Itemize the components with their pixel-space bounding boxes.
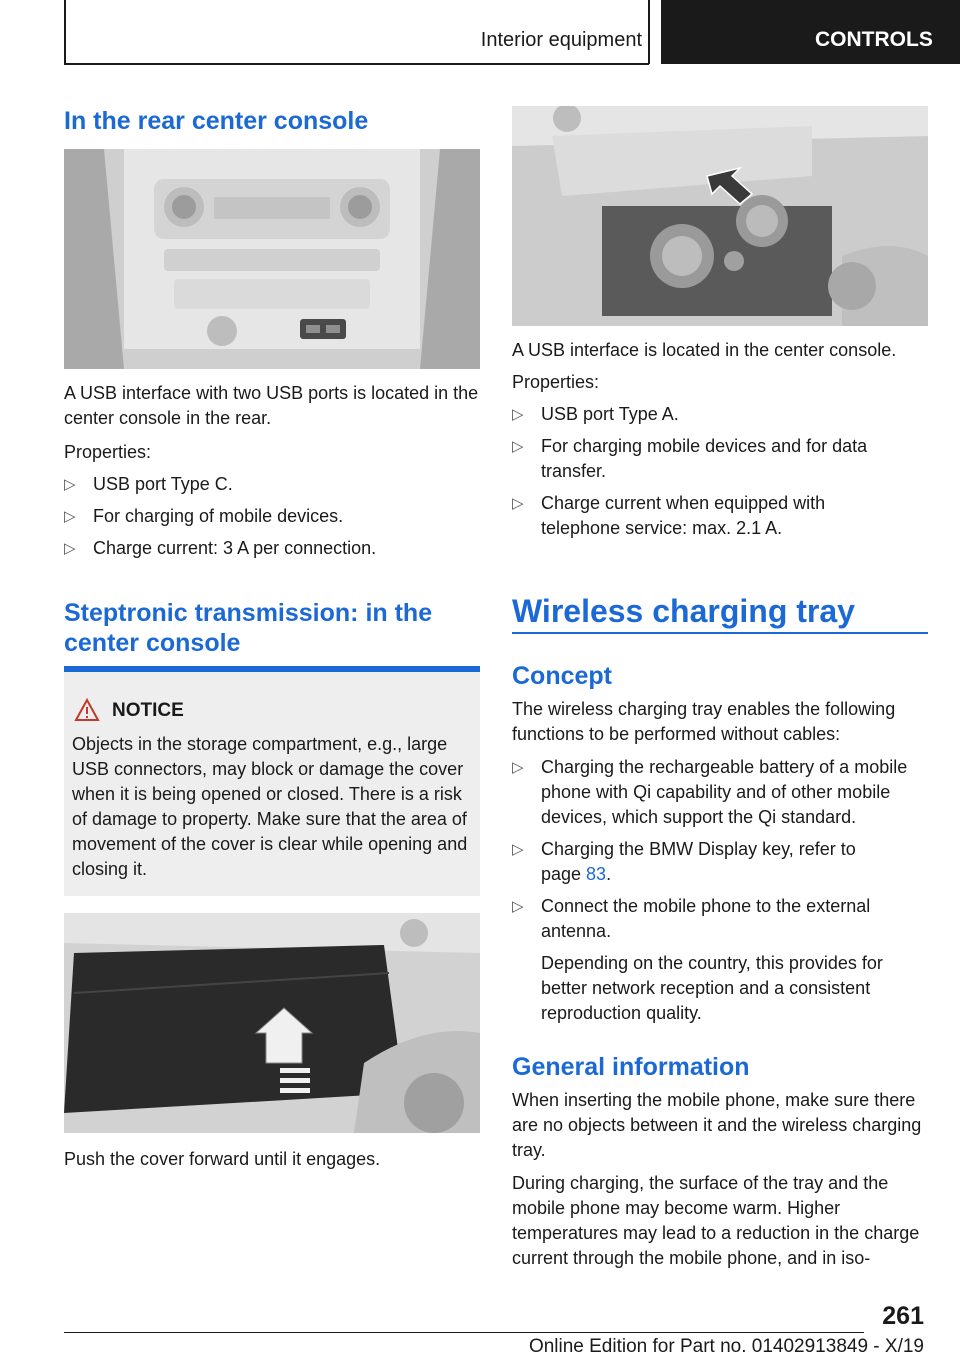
page-reference-link[interactable]: 83 <box>586 864 607 884</box>
header-chapter-tab: CONTROLS <box>661 0 960 64</box>
list-item: ▷ USB port Type A. <box>512 402 928 427</box>
concept-sub-paragraph: Depending on the country, this provides for better network reception and a consistent reproduction quality. <box>541 953 883 1023</box>
header-bottom-rule <box>64 63 649 65</box>
list-item: ▷ For charging mobile devices and for data transfer. <box>512 436 868 481</box>
triangle-bullet-icon: ▷ <box>512 495 524 512</box>
heading-steptronic: Steptronic transmission: in the center console <box>64 599 433 657</box>
triangle-bullet-icon: ▷ <box>512 898 524 915</box>
list-item: ▷ Charging the BMW Display key, refer to page 83. <box>512 839 856 884</box>
list-item: ▷ For charging of mobile devices. <box>64 504 480 529</box>
general-paragraph-1: When inserting the mobile phone, make sure there are no objects between it and the wireless charging tray. <box>512 1090 922 1160</box>
rear-properties-list <box>64 472 480 561</box>
list-item: ▷ Charge current: 3 A per connection. <box>64 536 480 561</box>
notice-text: Objects in the storage compartment, e.g., large USB connectors, may block or damage the cover when it is being opened or closed. There is a risk of damage to property. Make sure that the area of movement of the cover is clear while opening and closing it. <box>72 734 468 879</box>
triangle-bullet-icon: ▷ <box>64 540 76 557</box>
list-item: ▷ Charging the rechargeable battery of a mobile phone with Qi capability and of other mobile devices, which support the Qi standard. <box>512 757 908 827</box>
triangle-bullet-icon: ▷ <box>512 759 524 776</box>
rear-console-description: A USB interface with two USB ports is located in the center console in the rear. <box>64 383 479 428</box>
notice-title: NOTICE <box>112 700 184 721</box>
list-item: ▷ Charge current when equipped with telephone service: max. 2.1 A. <box>512 493 826 538</box>
concept-intro: The wireless charging tray enables the following functions to be performed without cables: <box>512 699 896 744</box>
list-item: ▷ Connect the mobile phone to the external antenna. <box>512 896 871 941</box>
list-item: ▷ USB port Type C. <box>64 472 480 497</box>
properties-label: Properties: <box>64 442 152 462</box>
triangle-bullet-icon: ▷ <box>512 406 524 423</box>
general-paragraph-2: During charging, the surface of the tray and the mobile phone may become warm. Higher temperatures may lead to a reduction in the charge current through the mobile phone, and in iso- <box>512 1173 920 1268</box>
header-left-rule <box>64 0 66 64</box>
rear-console-image <box>64 149 480 369</box>
triangle-bullet-icon: ▷ <box>64 476 76 493</box>
header-separator <box>648 0 650 64</box>
triangle-bullet-icon: ▷ <box>512 841 524 858</box>
heading-rear-console: In the rear center console <box>64 107 369 135</box>
concept-list <box>512 755 928 951</box>
footer-edition: Online Edition for Part no. 01402913849 - X/19 <box>528 1336 924 1357</box>
center-properties-list <box>512 402 928 541</box>
cover-caption: Push the cover forward until it engages. <box>64 1149 381 1169</box>
heading-general-information: General information <box>512 1053 750 1081</box>
charging-tray-cover-image <box>64 913 480 1133</box>
center-console-usb-image <box>512 106 928 326</box>
triangle-bullet-icon: ▷ <box>64 508 76 525</box>
header-section-title: Interior equipment <box>480 29 642 51</box>
heading-concept: Concept <box>512 662 612 690</box>
notice-box <box>64 666 480 896</box>
triangle-bullet-icon: ▷ <box>512 438 524 455</box>
warning-icon <box>74 698 100 724</box>
page-number: 261 <box>882 1302 924 1330</box>
footer-rule <box>64 1332 864 1333</box>
center-console-description: A USB interface is located in the center console. <box>512 340 897 360</box>
properties-label-right: Properties: <box>512 372 600 392</box>
heading-rule <box>512 632 928 634</box>
heading-wireless-charging-tray: Wireless charging tray <box>512 593 855 629</box>
